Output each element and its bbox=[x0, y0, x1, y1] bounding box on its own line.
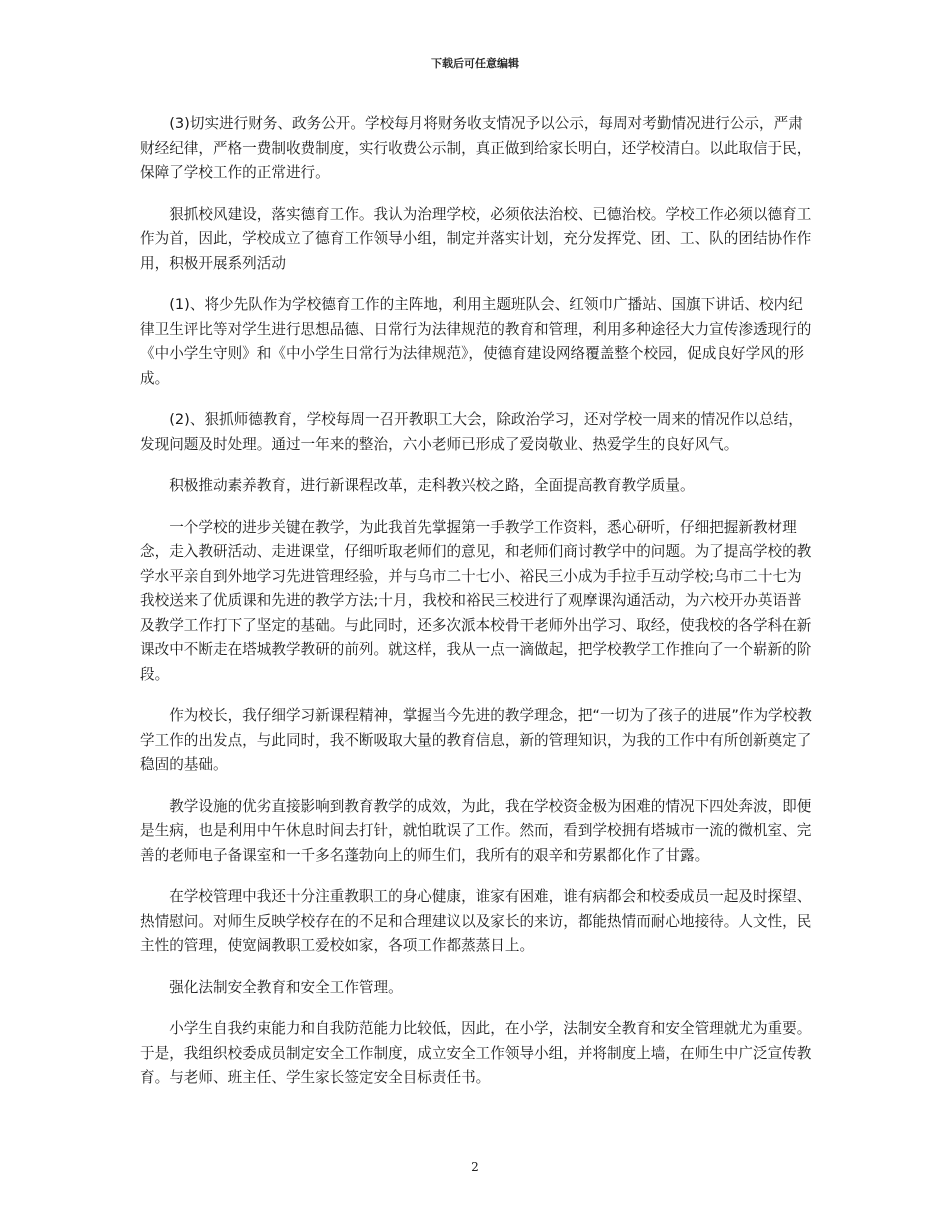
paragraph-young-pioneers: (1)、将少先队作为学校德育工作的主阵地，利用主题班队会、红领巾广播站、国旗下讲话、校内纪律卫生评比等对学生进行思想品德、日常行为法律规范的教育和管理，利用多种途径大力宣传渗透现行的《中小学生守则》和《中小学生日常行为法律规范》，使德育建设网络覆盖整个校园，促成良好学风的形成。 bbox=[140, 296, 812, 387]
paragraph-safety-heading: 强化法制安全教育和安全工作管理。 bbox=[169, 978, 403, 996]
paragraph-facilities: 教学设施的优劣直接影响到教育教学的成效，为此，我在学校资金极为困难的情况下四处奔波，即便是生病，也是利用中午休息时间去打针，就怕耽误了工作。然而，看到学校拥有塔城市一流的微机室、完善的老师电子备课室和一千多名蓬勃向上的师生们，我所有的艰辛和劳累都化作了甘露。 bbox=[140, 797, 812, 864]
page-number: 2 bbox=[471, 1160, 479, 1174]
paragraph-staff-wellbeing: 在学校管理中我还十分注重教职工的身心健康，谁家有困难，谁有病都会和校委成员一起及时探望、热情慰问。对师生反映学校存在的不足和合理建议以及家长的来访，都能热情而耐心地接待。人文性，民主性的管理，使宽阔教职工爱校如家，各项工作都蒸蒸日上。 bbox=[140, 888, 812, 954]
paragraph-principal-role: 作为校长，我仔细学习新课程精神，掌握当今先进的教学理念，把“一切为了孩子的进展”作为学校教学工作的出发点，与此同时，我不断吸取大量的教育信息，新的管理知识，为我的工作中有所创新奠定了稳固的基础。 bbox=[140, 707, 812, 773]
paragraph-quality-education: 积极推动素养教育，进行新课程改革，走科教兴校之路，全面提高教育教学质量。 bbox=[169, 477, 695, 494]
paragraph-safety-management: 小学生自我约束能力和自我防范能力比较低，因此，在小学，法制安全教育和安全管理就尤为重要。于是，我组织校委成员制定安全工作制度，成立安全工作领导小组，并将制度上墙，在师生中广泛宣传教育。与老师、班主任、学生家长签定安全目标责任书。 bbox=[140, 1020, 812, 1086]
paragraph-teacher-ethics: (2)、狠抓师德教育，学校每周一召开教职工大会，除政治学习，还对学校一周来的情况作以总结，发现问题及时处理。通过一年来的整治，六小老师已形成了爱岗敬业、热爱学生的良好风气。 bbox=[140, 411, 803, 453]
paragraph-school-spirit: 狠抓校风建设，落实德育工作。我认为治理学校，必须依法治校、已德治校。学校工作必须以德育工作为首，因此，学校成立了德育工作领导小组，制定并落实计划，充分发挥党、团、工、队的团结协作作用，积极开展系列活动 bbox=[140, 205, 812, 272]
paragraph-finance-disclosure: (3)切实进行财务、政务公开。学校每月将财务收支情况予以公示，每周对考勤情况进行公示，严肃财经纪律，严格一费制收费制度，实行收费公示制，真正做到给家长明白，还学校清白。以此取信于民，保障了学校工作的正常进行。 bbox=[140, 115, 812, 181]
page-header: 下载后可任意编辑 bbox=[431, 57, 519, 70]
document-body bbox=[140, 112, 816, 1108]
paragraph-teaching-progress: 一个学校的进步关键在教学，为此我首先掌握第一手教学工作资料，悉心研听，仔细把握新教材理念，走入教研活动、走进课堂，仔细听取老师们的意见，和老师们商讨教学中的问题。为了提高学校的教学水平亲自到外地学习先进管理经验，并与乌市二十七小、裕民三小成为手拉手互动学校;乌市二十七为我校送来了优质课和先进的教学方法;十月，我校和裕民三校进行了观摩课沟通活动，为六校开办英语普及教学工作打下了坚定的基础。与此同时，还多次派本校骨干老师外出学习、取经，使我校的各学科在新课改中不断走在塔城教学教研的前列。就这样，我从一点一滴做起，把学校教学工作推向了一个崭新的阶段。 bbox=[140, 518, 812, 683]
